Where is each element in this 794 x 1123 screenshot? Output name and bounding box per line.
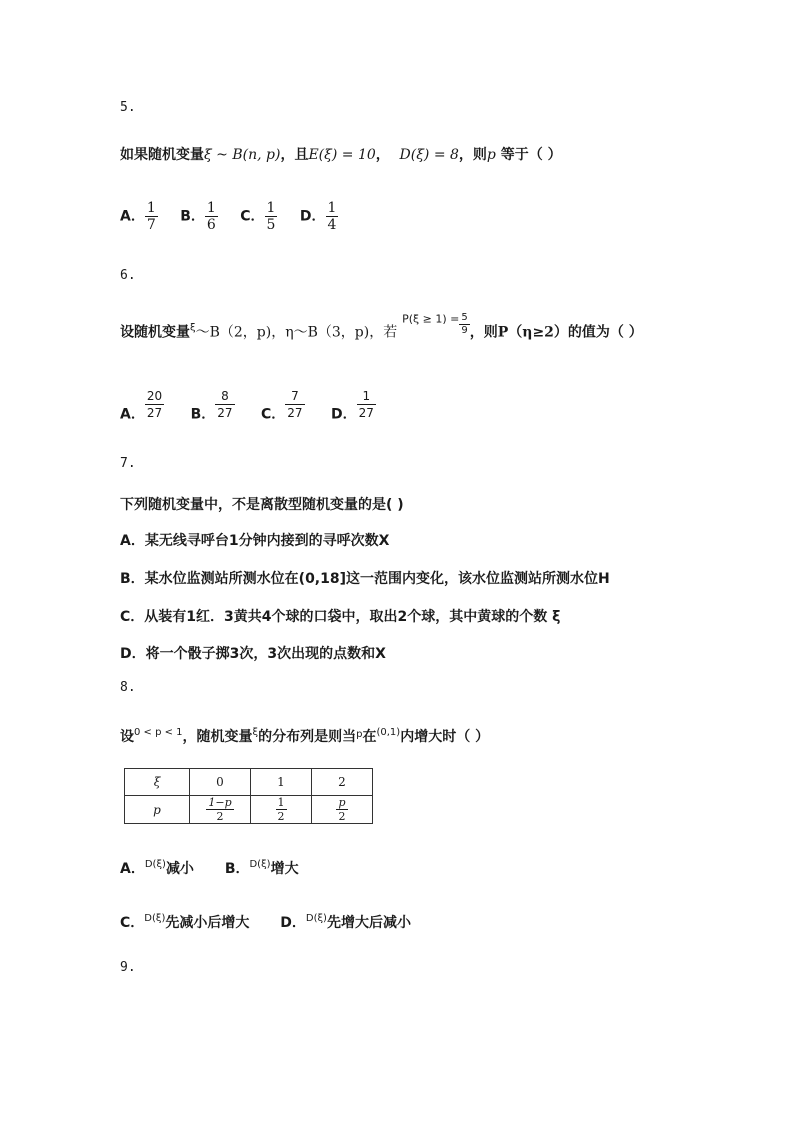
q6-number: 6. bbox=[120, 268, 136, 283]
option-label: C． bbox=[120, 915, 145, 931]
q5-option-a[interactable] bbox=[120, 200, 158, 233]
numerator: 5 bbox=[461, 312, 468, 323]
numerator: 7 bbox=[285, 388, 304, 405]
q7-number: 7. bbox=[120, 456, 136, 471]
numerator: 1−p bbox=[208, 796, 232, 809]
q6-option-a[interactable] bbox=[120, 388, 164, 424]
fraction bbox=[336, 796, 347, 823]
q5-text-mid2: ， bbox=[375, 147, 390, 163]
q5-text-suffix: 等于（ ） bbox=[495, 147, 562, 163]
q5-dist: ~ B(n, p) bbox=[211, 147, 281, 163]
q5-option-d[interactable] bbox=[300, 200, 339, 233]
q8-option-a[interactable] bbox=[120, 858, 194, 878]
q7-option-b[interactable]: B．某水位监测站所测水位在(0,18]这一范围内变化，该水位监测站所测水位H bbox=[120, 571, 610, 587]
q6-xi-small: ξ bbox=[190, 322, 196, 334]
numerator: 8 bbox=[215, 388, 234, 405]
table-row bbox=[125, 796, 373, 824]
table-cell bbox=[190, 796, 251, 824]
q6-options bbox=[120, 388, 398, 424]
q8-text-mid1: ，随机变量 bbox=[182, 729, 253, 745]
option-label: D． bbox=[331, 406, 357, 423]
q6-cond-lhs: P(ξ ≥ 1) = bbox=[402, 312, 460, 326]
denominator: 27 bbox=[358, 406, 374, 420]
q8-option-b[interactable] bbox=[225, 858, 299, 878]
q5-text-prefix: 如果随机变量 bbox=[120, 147, 204, 163]
q8-options-row1 bbox=[120, 858, 299, 878]
q8-option-d[interactable] bbox=[280, 912, 411, 932]
q8-options-row2 bbox=[120, 912, 411, 932]
dxi-symbol: D(ξ) bbox=[249, 859, 271, 870]
q6-option-d[interactable] bbox=[331, 388, 376, 424]
q8-text-mid3: 在 bbox=[362, 729, 377, 745]
q8-xi-small: ξ bbox=[252, 727, 259, 738]
numerator: 1 bbox=[206, 200, 216, 216]
q9-number: 9. bbox=[120, 960, 136, 975]
q6-cond-fraction bbox=[459, 312, 469, 337]
table-cell: 1 bbox=[251, 769, 312, 796]
fraction bbox=[285, 388, 304, 421]
table-cell: 2 bbox=[312, 769, 373, 796]
denominator: 9 bbox=[461, 325, 468, 336]
denominator: 6 bbox=[206, 217, 216, 233]
q7-option-d[interactable]: D．将一个骰子掷3次，3次出现的点数和X bbox=[120, 646, 386, 662]
q5-expect: E(ξ) = 10 bbox=[308, 147, 376, 163]
q5-option-c[interactable] bbox=[240, 200, 277, 233]
denominator: 4 bbox=[327, 217, 337, 233]
q5-xi: ξ bbox=[204, 147, 212, 163]
q8-p-small: p bbox=[356, 729, 363, 740]
fraction bbox=[215, 388, 234, 421]
denominator: 27 bbox=[287, 406, 303, 420]
option-label: A． bbox=[120, 208, 145, 225]
q8-cond: 0 < p < 1 bbox=[134, 727, 183, 738]
q8-distribution-table bbox=[124, 768, 373, 824]
option-label: A． bbox=[120, 406, 145, 423]
q8-number: 8. bbox=[120, 680, 136, 695]
fraction bbox=[265, 200, 278, 233]
q5-text-mid3: ，则 bbox=[458, 147, 487, 163]
q8-text-prefix: 设 bbox=[120, 729, 134, 745]
q8-stem bbox=[120, 726, 489, 746]
q5-p: p bbox=[486, 147, 496, 163]
q7-option-a[interactable]: A．某无线寻呼台1分钟内接到的寻呼次数X bbox=[120, 533, 390, 549]
option-label: B． bbox=[180, 208, 205, 225]
table-cell: 0 bbox=[190, 769, 251, 796]
q8-interval: (0,1) bbox=[376, 727, 401, 738]
q7-stem: 下列随机变量中，不是离散型随机变量的是( ) bbox=[120, 497, 404, 513]
numerator: 1 bbox=[146, 200, 156, 216]
denominator: 7 bbox=[146, 217, 156, 233]
q6-text-mid: ～B（2，p)，η～B（3，p)，若 bbox=[195, 324, 398, 341]
q5-variance: D(ξ) = 8 bbox=[399, 147, 459, 163]
dxi-symbol: D(ξ) bbox=[144, 913, 166, 924]
option-text: 减小 bbox=[165, 861, 194, 877]
table-row bbox=[125, 769, 373, 796]
numerator: 1 bbox=[357, 388, 376, 405]
option-label: A． bbox=[120, 861, 145, 877]
table-cell bbox=[312, 796, 373, 824]
table-cell bbox=[251, 796, 312, 824]
option-label: C． bbox=[240, 208, 265, 225]
numerator: 1 bbox=[266, 200, 276, 216]
q8-text-suffix: 内增大时（ ） bbox=[400, 729, 490, 745]
fraction bbox=[206, 796, 233, 823]
numerator: 1 bbox=[327, 200, 337, 216]
numerator: 1 bbox=[277, 796, 285, 809]
denominator: 2 bbox=[216, 810, 224, 823]
denominator: 5 bbox=[266, 217, 276, 233]
fraction bbox=[357, 388, 376, 421]
q6-text-suffix: ，则P（η≥2）的值为（ ） bbox=[469, 324, 643, 341]
option-label: D． bbox=[280, 915, 306, 931]
option-text: 增大 bbox=[270, 861, 299, 877]
numerator: p bbox=[338, 796, 346, 809]
option-label: B． bbox=[190, 406, 216, 423]
denominator: 27 bbox=[217, 406, 233, 420]
q6-condition bbox=[402, 312, 470, 337]
table-head-p: p bbox=[125, 796, 190, 824]
denominator: 27 bbox=[146, 406, 163, 420]
q6-option-b[interactable] bbox=[191, 388, 235, 424]
option-label: D． bbox=[299, 208, 326, 225]
q5-number: 5. bbox=[120, 100, 136, 115]
q8-text-mid2: 的分布列是则当 bbox=[258, 729, 357, 745]
dxi-symbol: D(ξ) bbox=[144, 859, 166, 870]
q6-text-prefix: 设随机变量 bbox=[120, 324, 190, 341]
option-label: C． bbox=[260, 406, 286, 423]
fraction bbox=[145, 200, 158, 233]
option-text: 先减小后增大 bbox=[165, 915, 250, 931]
table-head-xi: ξ bbox=[125, 769, 190, 796]
q5-option-b[interactable] bbox=[180, 200, 218, 233]
q7-option-c[interactable]: C．从装有1红．3黄共4个球的口袋中，取出2个球，其中黄球的个数 ξ bbox=[120, 609, 561, 625]
fraction bbox=[205, 200, 218, 233]
q5-stem bbox=[120, 144, 562, 164]
numerator: 20 bbox=[146, 389, 163, 403]
q5-options bbox=[120, 200, 356, 233]
dxi-symbol: D(ξ) bbox=[305, 913, 327, 924]
q5-text-mid1: ，且 bbox=[280, 147, 309, 163]
q6-stem bbox=[120, 312, 643, 342]
q6-option-c[interactable] bbox=[261, 388, 305, 424]
fraction bbox=[276, 796, 287, 823]
fraction bbox=[145, 388, 164, 421]
option-text: 先增大后减小 bbox=[326, 915, 411, 931]
fraction bbox=[326, 200, 339, 233]
denominator: 2 bbox=[277, 810, 285, 823]
denominator: 2 bbox=[338, 810, 346, 823]
option-label: B． bbox=[224, 861, 250, 877]
q8-option-c[interactable] bbox=[120, 912, 249, 932]
